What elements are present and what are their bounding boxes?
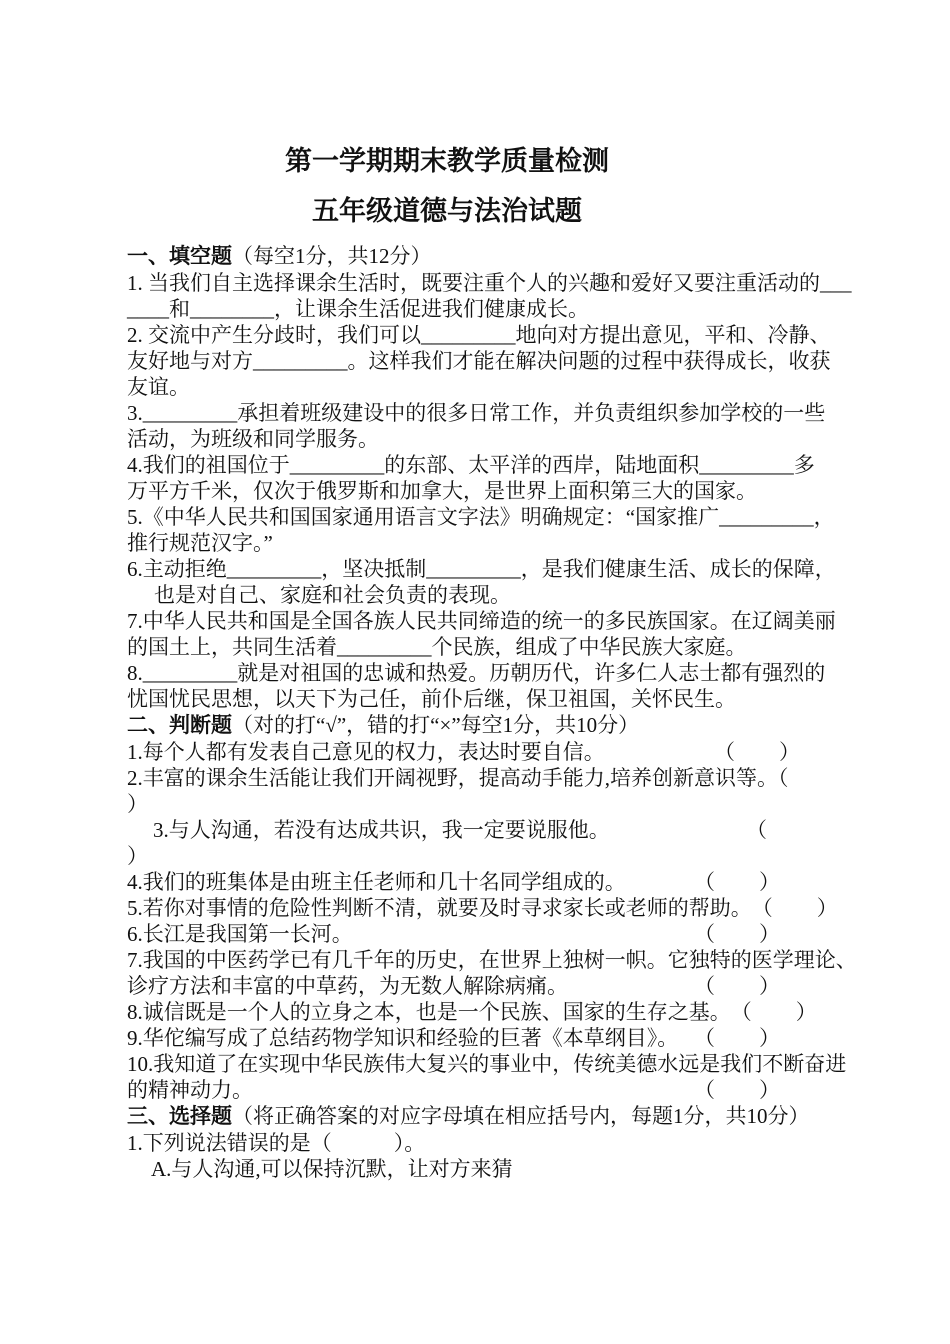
section2-heading-label: 二、判断题 [127, 714, 232, 737]
judge-q6 [127, 921, 845, 947]
judge-q4 [127, 869, 845, 895]
judge-q1 [127, 739, 845, 765]
fill-q1-line2: ____和________，让课余生活促进我们健康成长。 [127, 297, 589, 321]
fill-q7-line1: 7.中华人民共和国是全国各族人民共同缔造的统一的多民族国家。在辽阔美丽 [127, 609, 836, 633]
fill-q8-line2: 忧国忧民思想，以天下为己任，前仆后继，保卫祖国，关怀民生。 [127, 687, 736, 711]
fill-q2-line1: 2. 交流中产生分歧时，我们可以_________地向对方提出意见，平和、冷静、 [127, 323, 831, 347]
judge-q2-line1: 2.丰富的课余生活能让我们开阔视野，提高动手能力,培养创新意识等。（ [127, 766, 789, 790]
open-paren: （ [730, 1000, 752, 1024]
fill-q4-line2: 万平方千米，仅次于俄罗斯和加拿大，是世界上面积第三大的国家。 [127, 479, 757, 503]
judge-q5 [127, 895, 845, 921]
exam-titles [88, 143, 806, 229]
fill-q2-line2: 友好地与对方_________。这样我们才能在解决问题的过程中获得成长，收获 [127, 349, 831, 373]
section3-heading [127, 1103, 845, 1130]
open-paren: （ [694, 870, 715, 894]
fill-q2-line3: 友谊。 [127, 375, 190, 399]
section3-heading-note: （将正确答案的对应字母填在相应括号内，每题1分，共10分） [232, 1104, 810, 1128]
answer-bracket [694, 869, 780, 895]
fill-q7-line2: 的国土上，共同生活着_________个民族，组成了中华民族大家庭。 [127, 635, 747, 659]
answer-bracket [694, 973, 780, 999]
judge-q9-text: 9.华佗编写成了总结药物学知识和经验的巨著《本草纲目》。 [127, 1026, 679, 1050]
judge-q7-line2 [127, 973, 845, 999]
fill-q8-line1: 8._________就是对祖国的忠诚和热爱。历朝历代，许多仁人志士都有强烈的 [127, 661, 826, 685]
fill-q4-line1: 4.我们的祖国位于_________的东部、太平洋的西岸，陆地面积_________多 [127, 453, 815, 477]
answer-bracket [752, 895, 838, 921]
open-paren: （ [751, 896, 773, 920]
section3-heading-label: 三、选择题 [127, 1105, 232, 1128]
open-paren: （ [694, 1026, 715, 1050]
answer-bracket [731, 999, 817, 1025]
choice-q1 [127, 1130, 845, 1156]
open-paren: （ [714, 740, 735, 764]
answer-bracket [694, 1077, 780, 1103]
close-paren: ） [779, 740, 800, 764]
judge-q9 [127, 1025, 845, 1051]
fill-q1-line1: 1. 当我们自主选择课余生活时，既要注重个人的兴趣和爱好又要注重活动的___ [127, 271, 852, 295]
close-paren: ） [795, 1000, 817, 1024]
judge-q10-text2: 的精神动力。 [127, 1078, 253, 1102]
section2-heading-note: （对的打“√”，错的打“×”每空1分，共10分） [232, 713, 640, 737]
close-paren: ） [759, 1026, 780, 1050]
exam-content [127, 143, 857, 1182]
choice-q1-post: ）。 [393, 1131, 426, 1155]
exam-subtitle: 五年级道德与法治试题 [312, 196, 582, 226]
answer-bracket-open-only [746, 817, 767, 843]
judge-q7-text2: 诊疗方法和丰富的中草药，为无数人解除病痛。 [127, 974, 568, 998]
judge-q2-line2: ） [127, 792, 148, 816]
close-paren: ） [759, 922, 780, 946]
section2-heading [127, 712, 845, 739]
judge-q3-text: 3.与人沟通，若没有达成共识，我一定要说服他。 [153, 818, 610, 842]
exam-title: 第一学期期末教学质量检测 [285, 146, 609, 176]
close-paren: ） [759, 870, 780, 894]
judge-q10-line2 [127, 1077, 845, 1103]
fill-q6-line1: 6.主动拒绝_________，坚决抵制_________，是我们健康生活、成长的保障， [127, 557, 836, 581]
fill-q3-line2: 活动，为班级和同学服务。 [127, 427, 379, 451]
close-paren: ） [759, 1078, 780, 1102]
choice-q1-option-a: A.与人沟通,可以保持沉默，让对方来猜 [151, 1157, 513, 1181]
judge-q3-line2: ） [127, 844, 148, 868]
judge-q6-text: 6.长江是我国第一长河。 [127, 922, 353, 946]
choice-q1-pre: 1.下列说法错误的是（ [127, 1131, 332, 1155]
answer-bracket [694, 921, 780, 947]
judge-q4-text: 4.我们的班集体是由班主任老师和几十名同学组成的。 [127, 870, 626, 894]
fill-q3-line1: 3._________承担着班级建设中的很多日常工作，并负责组织参加学校的一些 [127, 401, 826, 425]
answer-bracket [694, 1025, 780, 1051]
open-paren: （ [694, 922, 715, 946]
close-paren: ） [816, 896, 838, 920]
answer-bracket [714, 739, 800, 765]
fill-q5-line2: 推行规范汉字。” [127, 531, 273, 555]
open-paren: （ [746, 818, 767, 842]
judge-q8 [127, 999, 845, 1025]
judge-q1-text: 1.每个人都有发表自己意见的权力，表达时要自信。 [127, 740, 605, 764]
judge-q8-text: 8.诚信既是一个人的立身之本，也是一个民族、国家的生存之基。 [127, 1000, 731, 1024]
judge-q5-text: 5.若你对事情的危险性判断不清，就要及时寻求家长或老师的帮助。 [127, 896, 752, 920]
judge-q7-line1: 7.我国的中医药学已有几千年的历史，在世界上独树一帜。它独特的医学理论、 [127, 948, 857, 972]
open-paren: （ [694, 974, 715, 998]
close-paren: ） [759, 974, 780, 998]
section1-heading-label: 一、填空题 [127, 245, 232, 268]
judge-q3-line1 [127, 817, 845, 843]
section1-heading [127, 243, 845, 270]
fill-q6-line2: 也是对自己、家庭和社会负责的表现。 [154, 583, 511, 607]
open-paren: （ [694, 1078, 715, 1102]
judge-q10-line1: 10.我知道了在实现中华民族伟大复兴的事业中，传统美德水远是我们不断奋进 [127, 1052, 847, 1076]
section1-heading-note: （每空1分，共12分） [232, 244, 432, 268]
fill-q5-line1: 5.《中华人民共和国国家通用语言文字法》明确规定：“国家推广_________， [127, 505, 835, 529]
